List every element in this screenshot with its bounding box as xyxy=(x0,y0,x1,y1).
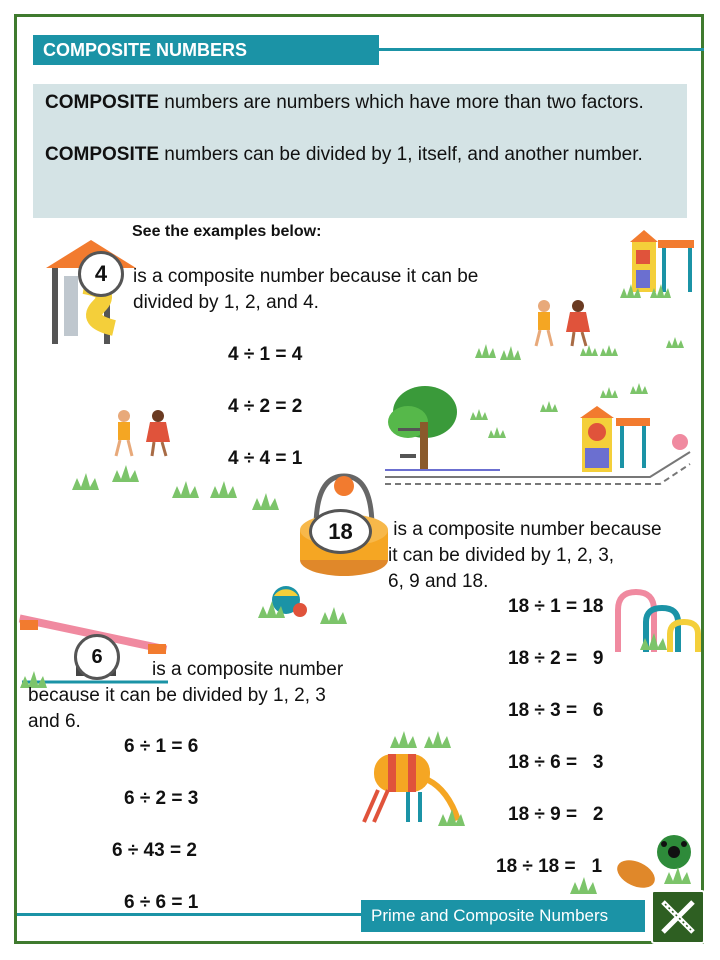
equation-6-3: 6 ÷ 43 = 2 xyxy=(112,840,197,861)
example-4-line1: is a composite number because it can be xyxy=(133,266,479,287)
equation-4-2: 4 ÷ 2 = 2 xyxy=(228,396,303,417)
example-18-line1: is a composite number because xyxy=(388,519,662,540)
equation-18-2: 18 ÷ 2 = 9 xyxy=(508,648,604,669)
footer-label: Prime and Composite Numbers xyxy=(361,900,645,932)
footer-rule xyxy=(17,913,362,916)
definition-1: COMPOSITE numbers are numbers which have more than two factors. xyxy=(45,92,644,113)
equation-18-3: 18 ÷ 3 = 6 xyxy=(508,700,604,721)
equation-6-2: 6 ÷ 2 = 3 xyxy=(124,788,199,809)
example-6-line1: is a composite number xyxy=(152,659,344,680)
example-18-line2: it can be divided by 1, 2, 3, xyxy=(388,545,615,566)
examples-label: See the examples below: xyxy=(132,223,322,240)
number-bubble-6: 6 xyxy=(74,634,120,680)
equation-6-1: 6 ÷ 1 = 6 xyxy=(124,736,199,757)
equation-18-6: 18 ÷ 18 = 1 xyxy=(496,856,603,877)
equation-4-1: 4 ÷ 1 = 4 xyxy=(228,344,303,365)
equation-4-3: 4 ÷ 4 = 1 xyxy=(228,448,303,469)
example-4-line2: divided by 1, 2, and 4. xyxy=(133,292,319,313)
equation-18-4: 18 ÷ 6 = 3 xyxy=(508,752,604,773)
example-6-line3: and 6. xyxy=(28,711,81,732)
equation-6-4: 6 ÷ 6 = 1 xyxy=(124,892,199,913)
number-bubble-18: 18 xyxy=(309,509,372,554)
page-title: COMPOSITE NUMBERS xyxy=(33,35,379,65)
definition-2: COMPOSITE numbers can be divided by 1, itself, and another number. xyxy=(45,144,643,165)
example-6-line2: because it can be divided by 1, 2, 3 xyxy=(28,685,326,706)
pencil-ruler-icon xyxy=(651,890,705,944)
equation-18-5: 18 ÷ 9 = 2 xyxy=(508,804,604,825)
equation-18-1: 18 ÷ 1 = 18 xyxy=(508,596,604,617)
example-18-line3: 6, 9 and 18. xyxy=(388,571,489,592)
number-bubble-4: 4 xyxy=(78,251,124,297)
